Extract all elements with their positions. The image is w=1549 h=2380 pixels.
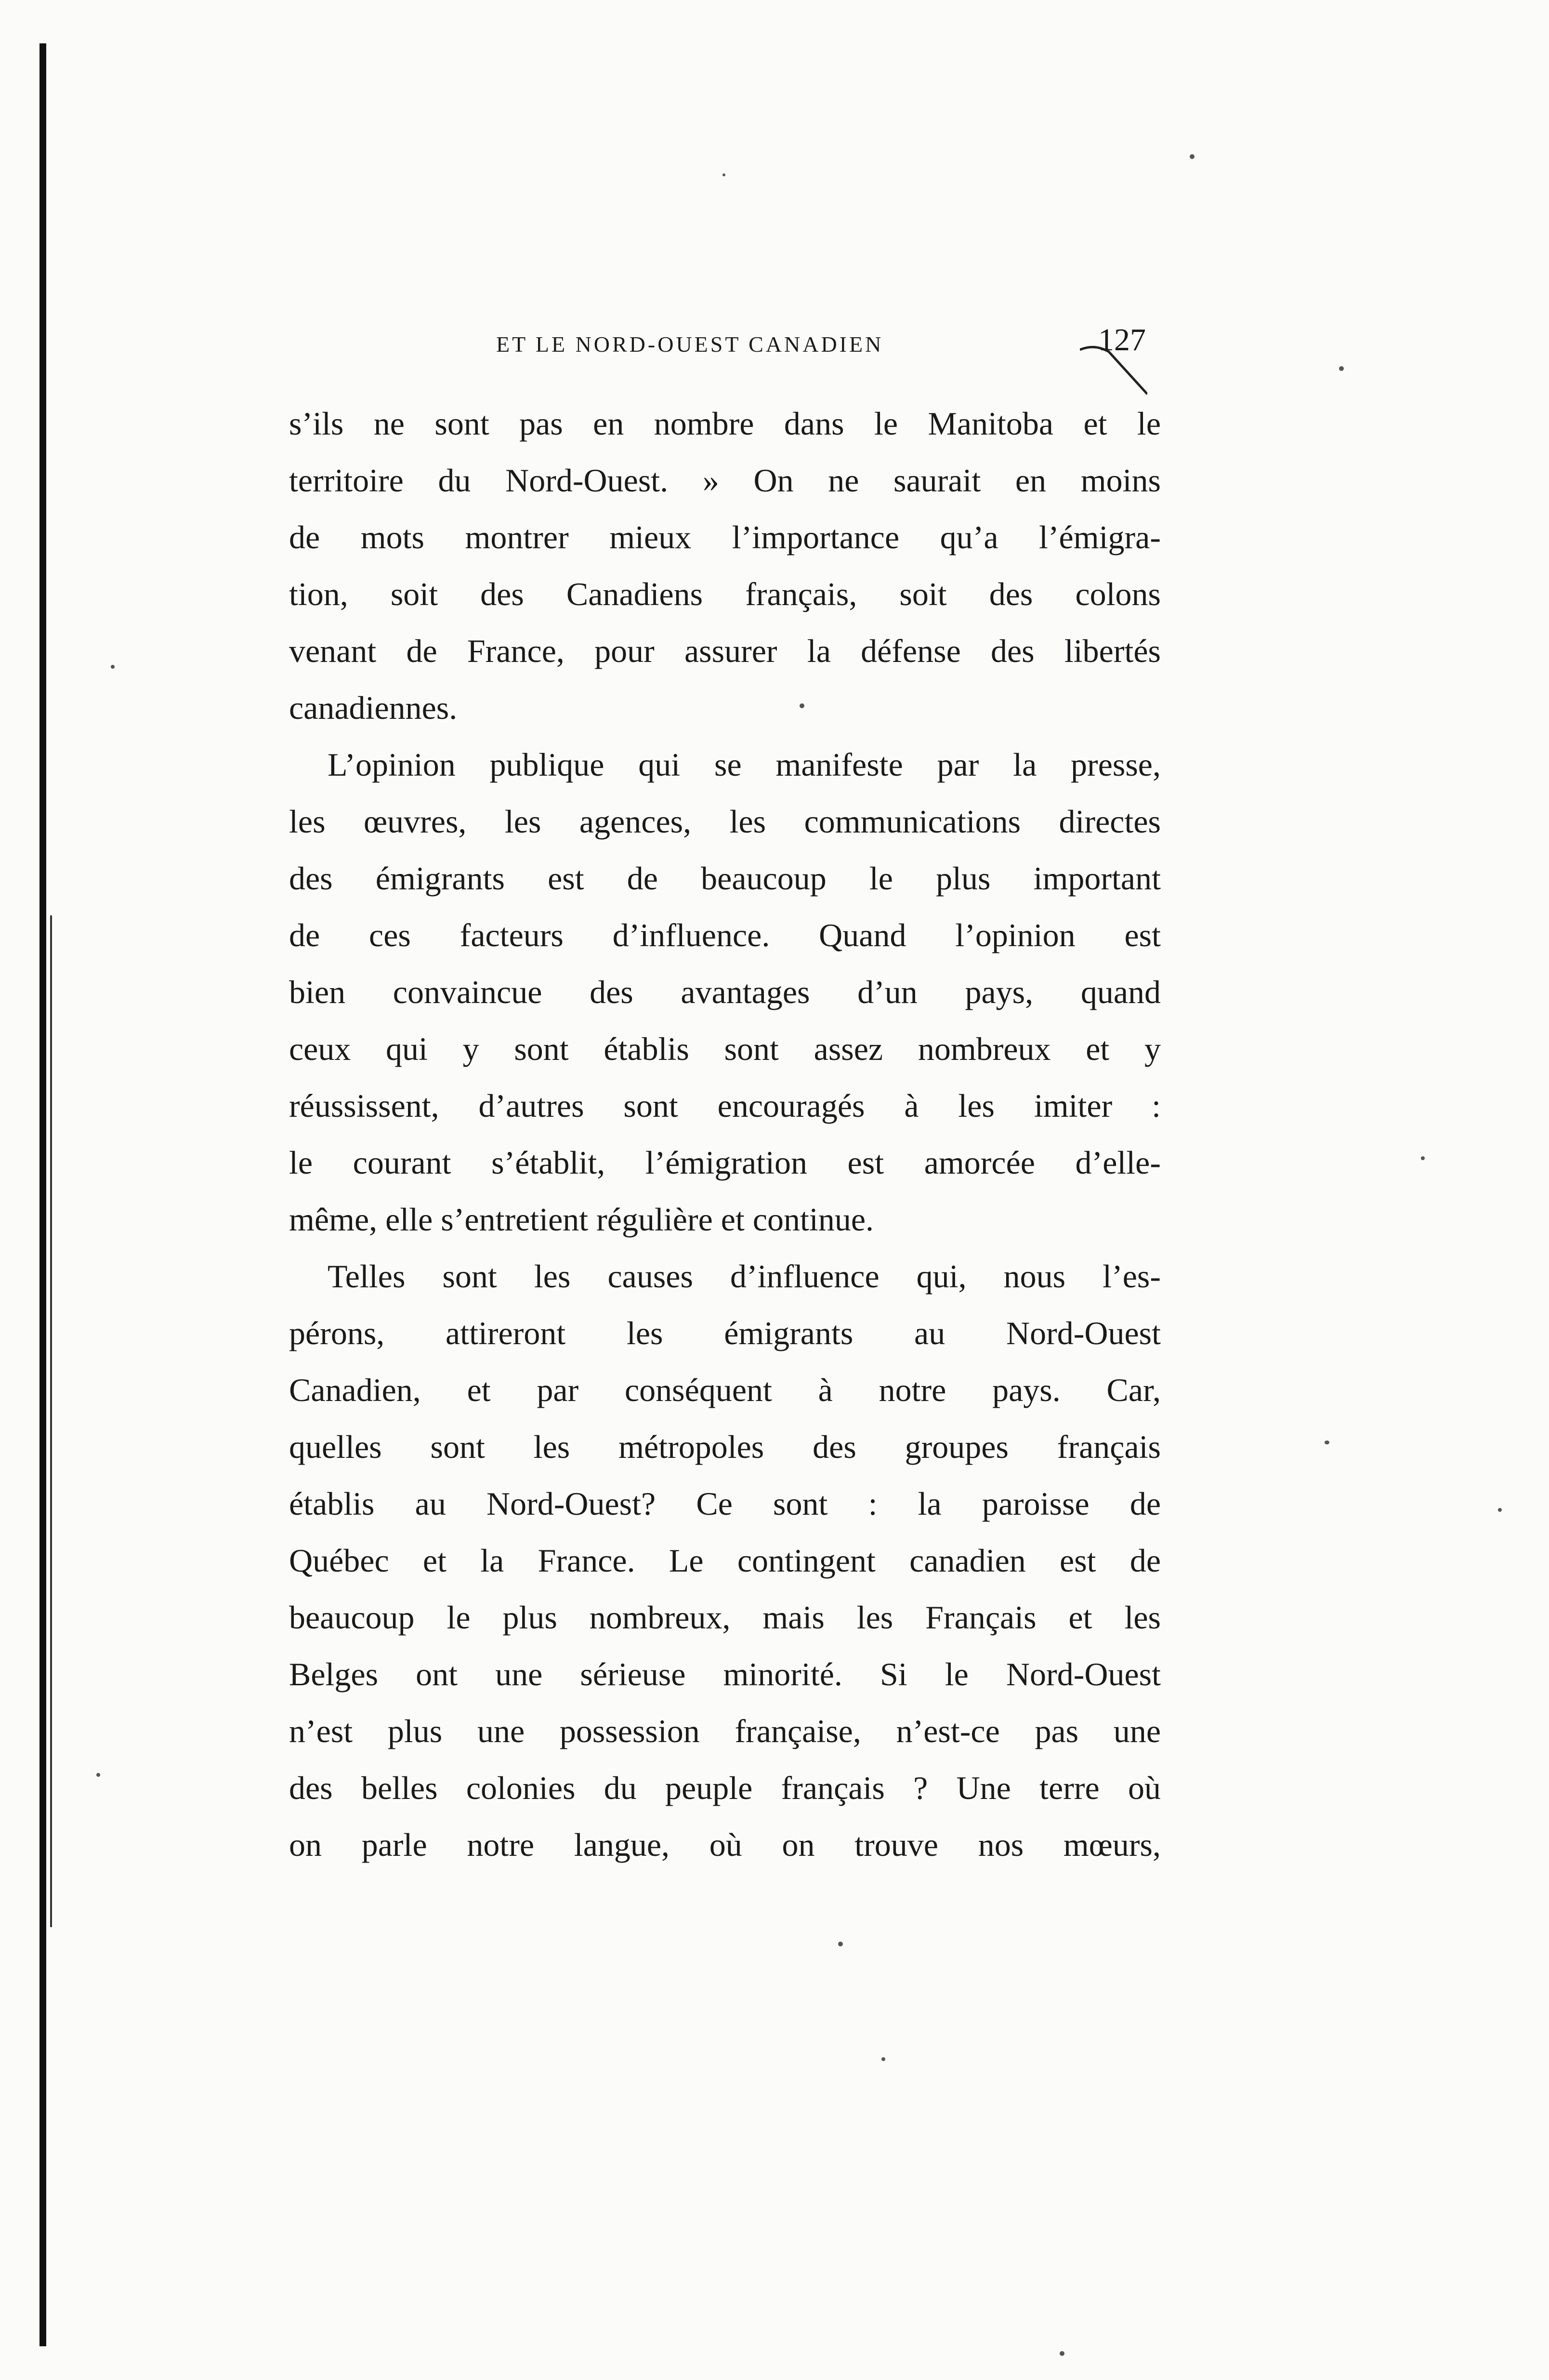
text-line: beaucoup le plus nombreux, mais les Français et les <box>289 1599 1161 1636</box>
text-line: de ces facteurs d’influence. Quand l’opinion est <box>289 917 1161 953</box>
text-line: établis au Nord-Ouest? Ce sont : la paroisse de <box>289 1485 1161 1522</box>
text-line: Québec et la France. Le contingent canadien est de <box>289 1542 1161 1579</box>
text-line: s’ils ne sont pas en nombre dans le Manitoba et le <box>289 405 1161 442</box>
scan-speck <box>881 2057 885 2061</box>
text-line: des émigrants est de beaucoup le plus important <box>289 860 1161 897</box>
running-head: ET LE NORD-OUEST CANADIEN <box>496 332 884 357</box>
paragraph-start: L’opinion publique qui se manifeste par la presse, <box>328 746 1161 783</box>
scan-speck <box>722 173 725 176</box>
scan-speck <box>96 1773 100 1777</box>
scan-speck <box>1190 154 1195 159</box>
scan-speck <box>838 1942 843 1946</box>
text-line: des belles colonies du peuple français ? Une terre où <box>289 1770 1161 1806</box>
text-line: quelles sont les métropoles des groupes français <box>289 1428 1161 1465</box>
binding-edge-shadow <box>50 915 52 1927</box>
text-line: Canadien, et par conséquent à notre pays. Car, <box>289 1372 1161 1408</box>
text-line: venant de France, pour assurer la défense des libertés <box>289 633 1161 669</box>
text-line: territoire du Nord-Ouest. » On ne saurait en moins <box>289 462 1161 499</box>
text-line: réussissent, d’autres sont encouragés à les imiter : <box>289 1087 1161 1124</box>
paragraph-start: Telles sont les causes d’influence qui, nous l’es- <box>328 1258 1161 1295</box>
text-line: n’est plus une possession française, n’est-ce pas une <box>289 1713 1161 1749</box>
text-line: canadiennes. <box>289 689 458 726</box>
text-line: de mots montrer mieux l’importance qu’a l’émigra- <box>289 519 1161 555</box>
text-line: bien convaincue des avantages d’un pays, quand <box>289 974 1161 1010</box>
binding-edge <box>39 43 46 2346</box>
text-line: tion, soit des Canadiens français, soit des colons <box>289 576 1161 612</box>
text-line: ceux qui y sont établis sont assez nombreux et y <box>289 1031 1161 1067</box>
page-header <box>496 322 1170 370</box>
scan-speck <box>1421 1156 1425 1160</box>
scan-speck <box>1339 366 1344 371</box>
text-line: pérons, attireront les émigrants au Nord-Ouest <box>289 1315 1161 1351</box>
page-number: 127 <box>1098 322 1146 357</box>
text-line: le courant s’établit, l’émigration est amorcée d’elle- <box>289 1144 1161 1181</box>
text-line: on parle notre langue, où on trouve nos mœurs, <box>289 1826 1161 1863</box>
body-text <box>289 395 1161 1873</box>
scan-speck <box>111 665 115 669</box>
text-line: les œuvres, les agences, les communications directes <box>289 803 1161 840</box>
text-line: Belges ont une sérieuse minorité. Si le Nord-Ouest <box>289 1656 1161 1692</box>
scan-speck <box>1060 2351 1064 2356</box>
text-line: même, elle s’entretient régulière et continue. <box>289 1201 874 1238</box>
scan-speck <box>1325 1441 1329 1444</box>
scan-speck <box>1498 1508 1502 1512</box>
scan-speck <box>800 703 804 708</box>
